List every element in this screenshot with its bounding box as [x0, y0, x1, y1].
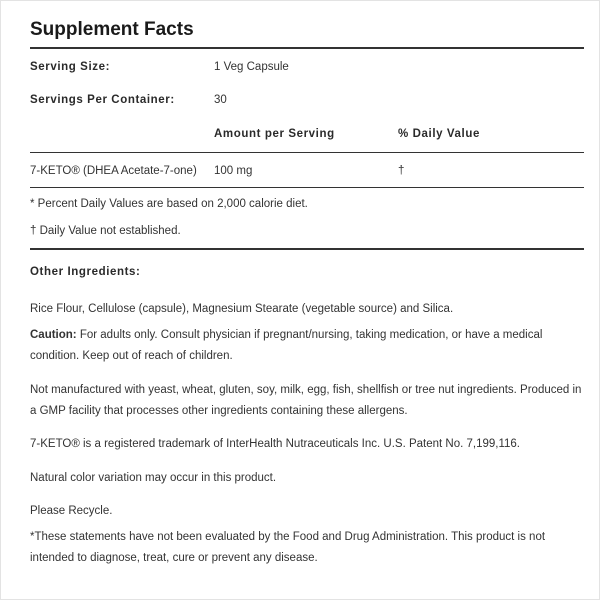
ingredient-daily-value: † [398, 165, 405, 177]
footnote-rule [30, 248, 584, 250]
other-ingredients-text: Rice Flour, Cellulose (capsule), Magnesium Stearate (vegetable source) and Silica. [30, 303, 454, 315]
other-ingredients-label: Other Ingredients: [30, 266, 141, 278]
recycle-note: Please Recycle. [30, 505, 113, 517]
caution-paragraph [30, 325, 590, 367]
serving-size-value: 1 Veg Capsule [214, 61, 289, 73]
ingredient-rule [30, 187, 584, 188]
color-variation-note: Natural color variation may occur in this product. [30, 472, 277, 484]
title-rule [30, 47, 584, 49]
trademark-note: 7-KETO® is a registered trademark of InterHealth Nutraceuticals Inc. U.S. Patent No. 7,199,116. [30, 438, 521, 450]
caution-text: For adults only. Consult physician if pregnant/nursing, taking medication, or have a medical condition. Keep out of reach of children. [30, 329, 543, 362]
fda-disclaimer: *These statements have not been evaluated by the Food and Drug Administration. This product is not intended to diagnose, treat, cure or prevent any disease. [30, 531, 546, 564]
serving-size-label: Serving Size: [30, 61, 111, 73]
servings-per-container-label: Servings Per Container: [30, 94, 175, 106]
footnote-percent-dv: * Percent Daily Values are based on 2,000 calorie diet. [30, 198, 308, 210]
servings-per-container-value: 30 [214, 94, 227, 106]
footnote-dv-not-established: † Daily Value not established. [30, 225, 181, 237]
amount-per-serving-header: Amount per Serving [214, 128, 335, 140]
caution-label: Caution: [30, 329, 77, 341]
header-rule [30, 152, 584, 153]
ingredient-name: 7-KETO® (DHEA Acetate-7-one) [30, 165, 197, 177]
allergen-note: Not manufactured with yeast, wheat, gluten, soy, milk, egg, fish, shellfish or tree nut ingredients. Produced in a GMP facility that processes other ingredients containing these allergens. [30, 384, 582, 417]
daily-value-header: % Daily Value [398, 128, 480, 140]
supplement-facts-title: Supplement Facts [30, 19, 194, 40]
ingredient-amount: 100 mg [214, 165, 253, 177]
